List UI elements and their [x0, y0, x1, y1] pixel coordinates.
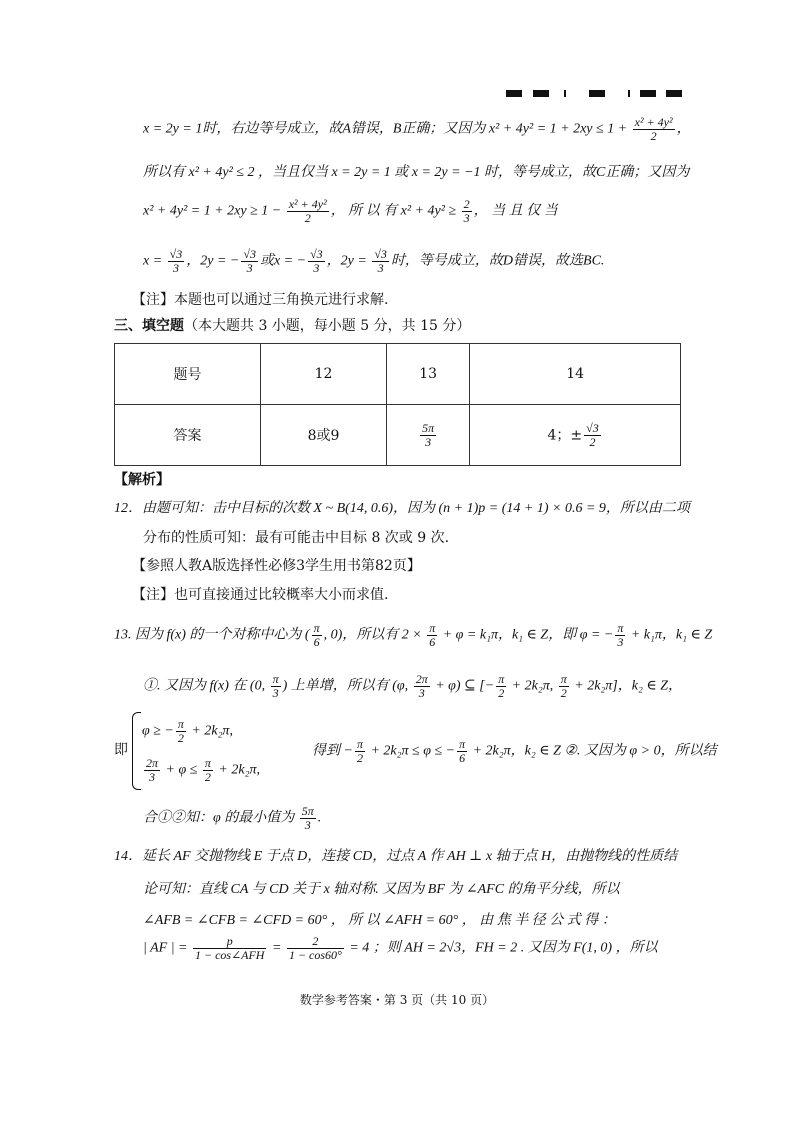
- header-mark: [533, 90, 549, 97]
- q13-line-2: [143, 673, 682, 700]
- text: x² + 4y² = 1 + 2xy ≥ 1 −: [143, 203, 285, 219]
- fraction-num: x² + 4y²: [634, 115, 673, 129]
- header-decoration: [501, 90, 682, 98]
- fraction: [372, 248, 389, 275]
- prev-line-2: 所以有 x² + 4y² ≤ 2 ，当且仅当 x = 2y = 1 或 x = 2y = −1 时，等号成立，故C正确；又因为: [143, 165, 690, 180]
- text: 时，等号成立，故D错误，故选BC.: [390, 253, 605, 269]
- fraction-num: √3: [169, 247, 183, 261]
- table-header-cell: 题号: [115, 344, 261, 405]
- fraction-num: π: [498, 672, 505, 686]
- fraction-num: π: [560, 672, 567, 686]
- q14-line-3: ∠AFB = ∠CFB = ∠CFD = 60° ， 所 以 ∠AFH = 60° ， 由 焦 半 径 公 式 得 ：: [143, 913, 616, 928]
- fraction: [584, 422, 601, 449]
- q13-line-4: [143, 805, 321, 832]
- header-mark: [628, 90, 630, 97]
- table-row: [115, 344, 681, 405]
- fraction-den: 3: [313, 261, 320, 275]
- fraction: [300, 805, 316, 832]
- q13-line-3: [312, 738, 717, 765]
- prev-note: 【注】本题也可以通过三角换元进行求解.: [132, 292, 389, 308]
- fraction-den: 2: [650, 129, 657, 143]
- fraction-den: 3: [617, 635, 624, 649]
- table-cell: 14: [470, 344, 681, 405]
- fraction-num: √3: [374, 247, 387, 261]
- fraction-num: 2π: [415, 672, 428, 686]
- fraction: [414, 673, 430, 700]
- answer-table: [114, 343, 681, 466]
- fraction-den: 6: [313, 635, 320, 649]
- fraction-num: p: [193, 935, 266, 949]
- fraction-den: 3: [425, 434, 432, 449]
- text: 13. 因为 f(x) 的一个对称中心为 (: [114, 627, 310, 643]
- q12-line-2: 分布的性质可知：最有可能击中目标 8 次或 9 次.: [143, 530, 450, 546]
- fraction: [308, 248, 325, 275]
- text: φ ≥ −: [142, 723, 174, 739]
- section-title: 三、填空题: [114, 318, 184, 334]
- fraction: [287, 935, 344, 962]
- fraction-den: 6: [459, 751, 466, 765]
- fraction: [241, 248, 258, 275]
- fraction: [355, 738, 365, 765]
- prev-line-3: [143, 198, 558, 225]
- fraction: [615, 622, 625, 649]
- text: 4；±: [547, 427, 583, 443]
- text: ①. 又因为 f(x) 在 (0,: [143, 678, 269, 694]
- prev-line-4: [143, 248, 604, 275]
- text: 或x = −: [259, 253, 307, 269]
- fraction: [176, 718, 186, 745]
- fraction-num: π: [429, 621, 436, 635]
- fraction-num: 2π: [146, 756, 159, 770]
- table-cell: [387, 405, 470, 466]
- table-header-cell: 答案: [115, 405, 261, 466]
- fraction: [271, 673, 281, 700]
- fraction-den: 2: [356, 751, 363, 765]
- text: + 2k₂π]，k₂ ∈ Z，: [570, 678, 682, 694]
- text: + φ) ⊆ [−: [431, 678, 495, 694]
- fraction: [427, 622, 437, 649]
- fraction-num: 5π: [301, 804, 314, 818]
- analysis-title: 【解析】: [114, 472, 170, 488]
- system-brace: [132, 712, 141, 790]
- text: ， 当 且 仅 当: [473, 203, 558, 219]
- text: + k₁π，k₁ ∈ Z: [627, 627, 713, 643]
- fraction: [462, 198, 472, 225]
- fraction: [496, 673, 506, 700]
- fraction: [559, 673, 569, 700]
- text: x =: [143, 253, 166, 269]
- text: ， 所 以 有 x² + 4y² ≥: [330, 203, 460, 219]
- fraction: [420, 422, 436, 449]
- text: .: [317, 810, 322, 826]
- text: 得到 −: [312, 743, 353, 759]
- text: = 4 ；则 AH = 2√3，FH = 2 . 又因为 F(1, 0) ，所以: [345, 940, 658, 956]
- fraction-den: 3: [418, 686, 425, 700]
- fraction-den: 3: [246, 261, 253, 275]
- fraction-den: 1 − cos60°: [288, 948, 342, 962]
- fraction-den: 2: [204, 770, 211, 784]
- fraction-num: √3: [243, 247, 256, 261]
- q13-system-eq-1: [142, 718, 233, 745]
- fraction-den: 3: [172, 261, 179, 275]
- fraction: [287, 198, 329, 225]
- fraction-den: 2: [589, 434, 596, 449]
- fraction-num: π: [177, 717, 184, 731]
- text: + φ ≤: [162, 762, 201, 778]
- fraction-num: π: [459, 737, 466, 751]
- q12-note: 【注】也可直接通过比较概率大小而求值.: [132, 587, 389, 603]
- fraction: [168, 248, 185, 275]
- fraction: [193, 935, 266, 962]
- text: ，: [676, 121, 691, 137]
- text: ，2y =: [326, 253, 371, 269]
- text: ，2y = −: [186, 253, 240, 269]
- fraction-den: 2: [560, 686, 567, 700]
- text: + 2k₂π,: [187, 723, 233, 739]
- fraction: [312, 622, 322, 649]
- section-subtitle: （本大题共 3 小题，每小题 5 分，共 15 分）: [184, 318, 471, 334]
- fraction-num: √3: [586, 420, 599, 435]
- fraction: [144, 757, 160, 784]
- fraction-den: 2: [498, 686, 505, 700]
- table-cell: 8或9: [261, 405, 387, 466]
- fraction-num: π: [204, 756, 211, 770]
- table-cell: 12: [261, 344, 387, 405]
- text: 合①②知：φ 的最小值为: [143, 810, 298, 826]
- prev-line-1: [143, 116, 691, 143]
- fraction-num: 2: [287, 935, 344, 949]
- fraction-den: 1 − cos∠AFH: [195, 948, 265, 962]
- fraction-num: 2: [463, 197, 470, 211]
- text: =: [268, 940, 285, 956]
- q13-system-label: 即: [114, 742, 128, 758]
- fraction-num: π: [617, 621, 624, 635]
- fraction: [457, 738, 467, 765]
- fraction-den: 2: [304, 211, 311, 225]
- q14-line-1: 14．延长 AF 交抛物线 E 于点 D，连接 CD，过点 A 作 AH ⊥ x 轴于点 H，由抛物线的性质结: [114, 849, 678, 864]
- header-mark: [666, 90, 682, 97]
- fraction: [203, 757, 213, 784]
- fraction-den: 3: [272, 686, 279, 700]
- q13-system-eq-2: [142, 757, 260, 784]
- text: + 2k₂π，k₂ ∈ Z ②. 又因为 φ > 0，所以结: [469, 743, 717, 759]
- table-row: [115, 405, 681, 466]
- fraction-den: 2: [177, 731, 184, 745]
- fraction-den: 6: [429, 635, 436, 649]
- text: + 2k₂π,: [214, 762, 260, 778]
- text: + 2k₂π ≤ φ ≤ −: [366, 743, 456, 759]
- section-heading: [114, 316, 470, 336]
- fraction: [633, 116, 675, 143]
- header-mark: [564, 90, 566, 97]
- fraction-den: 3: [149, 770, 155, 784]
- fraction-num: √3: [310, 247, 323, 261]
- fraction-num: x² + 4y²: [288, 197, 327, 211]
- fraction-num: π: [356, 737, 363, 751]
- table-cell: 13: [387, 344, 470, 405]
- text: | AF | =: [143, 940, 191, 956]
- fraction-num: π: [272, 672, 279, 686]
- header-mark: [640, 90, 656, 97]
- q14-line-2: 论可知：直线 CA 与 CD 关于 x 轴对称. 又因为 BF 为 ∠AFC 的角平分线，所以: [143, 882, 620, 897]
- q12-reference: 【参照人教A版选择性必修3学生用书第82页】: [132, 558, 421, 574]
- fraction-den: 3: [304, 818, 311, 832]
- text: ) 上单增，所以有 (φ,: [282, 678, 412, 694]
- fraction-num: π: [313, 621, 320, 635]
- text: x = 2y = 1时，右边等号成立，故A错误，B正确；又因为 x² + 4y² = 1 + 2xy ≤ 1 +: [143, 121, 631, 137]
- text: , 0)，所以有 2 ×: [323, 627, 426, 643]
- fraction-den: 3: [377, 261, 384, 275]
- text: + 2k₂π,: [508, 678, 557, 694]
- q12-line-1: 12．由题可知：击中目标的次数 X ~ B(14, 0.6)，因为 (n + 1)p = (14 + 1) × 0.6 = 9，所以由二项: [114, 501, 690, 516]
- q14-line-4: [143, 935, 658, 962]
- table-cell: [470, 405, 681, 466]
- text: + φ = k₁π，k₁ ∈ Z，即 φ = −: [439, 627, 614, 643]
- header-mark: [589, 90, 605, 97]
- page-footer: 数学参考答案・第 3 页（共 10 页）: [299, 993, 495, 1007]
- header-mark: [506, 90, 522, 97]
- fraction-den: 3: [463, 211, 470, 225]
- fraction-num: 5π: [422, 420, 435, 435]
- q13-line-1: [114, 622, 712, 649]
